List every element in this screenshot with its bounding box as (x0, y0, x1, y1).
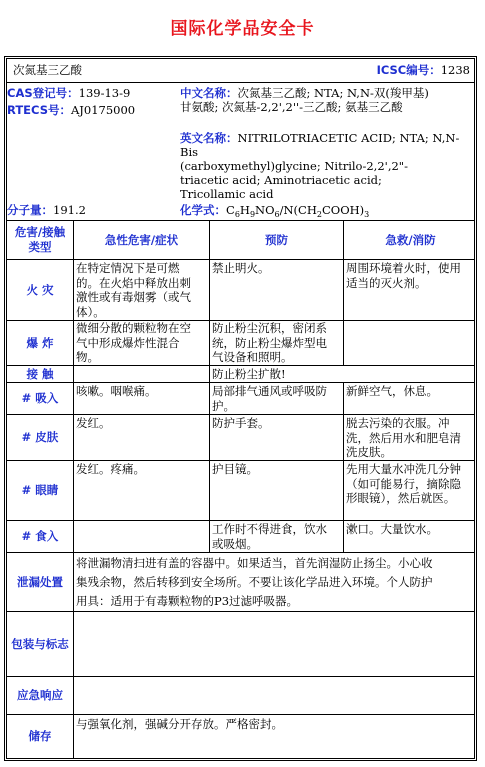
cas-line (7, 86, 130, 100)
cn-name-line1: 次氮基三乙酸; NTA; N,N-双(羧甲基) (237, 86, 429, 100)
ingestion-prevention: 工作时不得进食，饮水 或吸烟。 (212, 522, 327, 551)
row-rule (7, 259, 474, 260)
section-label-packaging: 包装与标志 (11, 636, 69, 651)
column-rule (343, 382, 344, 552)
fire-prevention: 禁止明火。 (212, 261, 270, 275)
formula-label: 化学式： (180, 203, 226, 217)
row-rule (7, 460, 474, 461)
row-rule (7, 365, 474, 366)
row-label-inhalation: # 吸入 (21, 391, 59, 405)
icsc-number-block (377, 63, 470, 77)
inhalation-hazard: 咳嗽。咽喉痛。 (76, 384, 157, 398)
safety-card (4, 56, 477, 761)
en-name-line4: Tricollamic acid (180, 187, 274, 201)
rtecs-label: RTECS号： (7, 103, 71, 117)
row-label-skin: # 皮肤 (21, 430, 59, 444)
mw-line (7, 203, 86, 217)
formula: $C_6H_9NO_6/N(CH_2COOH)_3$ (226, 203, 370, 219)
row-label-ingestion: # 食入 (21, 529, 59, 543)
eyes-prevention: 护目镜。 (212, 462, 258, 476)
icsc-number: 1238 (440, 63, 470, 77)
fire-first-aid: 周围环境着火时，使用 适当的灭火剂。 (346, 261, 461, 290)
header-hazard: 急性危害/症状 (104, 232, 179, 247)
header-first-aid: 急救/消防 (385, 232, 436, 247)
cas-number: 139-13-9 (78, 86, 131, 100)
row-label-eyes: # 眼睛 (21, 483, 59, 497)
fire-hazard: 在特定情况下是可燃 的。在火焰中释放出刺 激性或有毒烟雾（或气 体）。 (76, 261, 191, 319)
divider (7, 82, 474, 83)
explosion-hazard: 微细分散的颗粒物在空 气中形成爆炸性混合 物。 (76, 321, 191, 364)
en-name-line1: NITRILOTRIACETIC ACID; NTA; N,N-Bis (180, 131, 460, 159)
row-label-contact: 接 触 (26, 366, 54, 381)
skin-prevention: 防护手套。 (212, 416, 270, 430)
contact-prevention: 防止粉尘扩散! (212, 367, 286, 381)
row-rule (7, 611, 474, 612)
header-prevention: 预防 (265, 232, 288, 247)
icsc-label: ICSC编号： (376, 63, 441, 77)
en-name-block (180, 131, 476, 201)
eyes-first-aid: 先用大量水冲洗几分钟 （如可能易行，摘除隐 形眼镜），然后就医。 (346, 462, 461, 505)
section-label-spill: 泄漏处置 (17, 574, 63, 589)
en-name-line3: triacetic acid; Aminotriacetic acid; (180, 173, 382, 187)
cas-label: CAS登记号： (7, 86, 79, 100)
rtecs-line (7, 103, 135, 117)
column-rule (73, 220, 74, 758)
inhalation-prevention: 局部排气通风或呼吸防 护。 (212, 384, 327, 413)
row-rule (7, 414, 474, 415)
row-rule (7, 676, 474, 677)
eyes-hazard: 发红。疼痛。 (76, 462, 145, 476)
row-rule (7, 714, 474, 715)
mw-label: 分子量： (7, 203, 53, 217)
row-rule (7, 552, 474, 553)
row-rule (7, 382, 474, 383)
mw-value: 191.2 (53, 203, 86, 217)
row-label-fire: 火 灾 (26, 282, 54, 297)
chemical-name: 次氮基三乙酸 (13, 63, 82, 77)
ingestion-first-aid: 漱口。大量饮水。 (346, 522, 438, 536)
cn-name-line2: 甘氨酸; 次氮基-2,2',2''-三乙酸; 氨基三乙酸 (180, 100, 403, 114)
en-name-line2: (carboxymethyl)glycine; Nitrilo-2,2',2"- (180, 159, 408, 173)
spill-text: 将泄漏物清扫进有盖的容器中。如果适当，首先润湿防止扬尘。小心收 集残余物，然后转移到安全场所。不要让该化学品进入环境。个人防护 用具：适用于有毒颗粒物的P3过滤呼吸器。 (76, 556, 433, 608)
cn-name-block (180, 86, 476, 114)
section-label-storage: 储存 (28, 729, 52, 743)
skin-first-aid: 脱去污染的衣服。冲 洗，然后用水和肥皂清 洗皮肤。 (346, 416, 461, 459)
explosion-prevention: 防止粉尘沉积，密闭系 统，防止粉尘爆炸型电 气设备和照明。 (212, 321, 327, 364)
rtecs-number: AJ0175000 (70, 103, 136, 117)
column-rule (209, 220, 210, 552)
cn-name-label: 中文名称： (180, 86, 238, 100)
skin-hazard: 发红。 (76, 416, 111, 430)
page-title: 国际化学品安全卡 (170, 19, 315, 39)
row-label-explosion: 爆 炸 (26, 335, 54, 350)
header-type: 危害/接触 类型 (14, 225, 66, 254)
inhalation-first-aid: 新鲜空气，休息。 (346, 384, 438, 398)
section-label-emergency: 应急响应 (17, 688, 63, 702)
en-name-label: 英文名称： (180, 131, 238, 145)
row-rule (7, 520, 474, 521)
storage-text: 与强氧化剂，强碱分开存放。严格密封。 (76, 717, 283, 731)
